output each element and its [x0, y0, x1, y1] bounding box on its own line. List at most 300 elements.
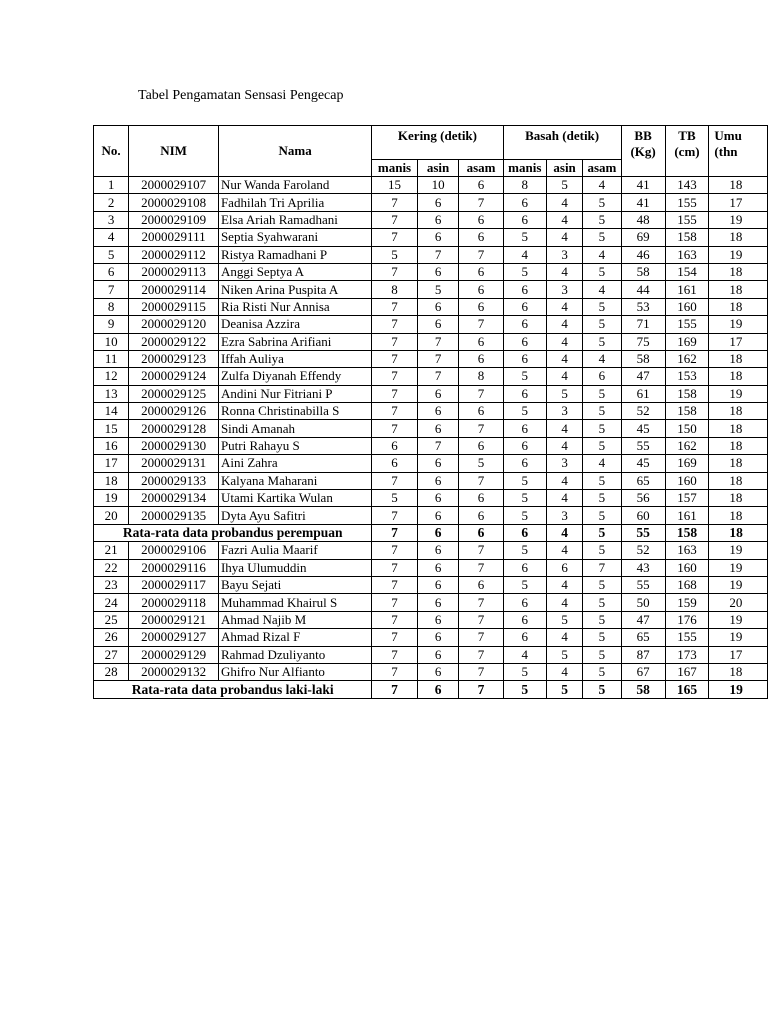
cell-nama: Ihya Ulumuddin — [218, 559, 371, 576]
cell-bb: 55 — [621, 576, 665, 593]
observation-table — [93, 125, 768, 699]
cell-bb: 53 — [621, 298, 665, 315]
cell-kering-asam: 5 — [459, 455, 503, 472]
cell-nama: Bayu Sejati — [218, 576, 371, 593]
cell-umur: 18 — [709, 663, 768, 680]
cell-bb: 52 — [621, 403, 665, 420]
cell-no: 23 — [94, 576, 129, 593]
cell-kering-manis: 5 — [372, 490, 417, 507]
cell-nim: 2000029123 — [129, 350, 219, 367]
cell-kering-manis: 7 — [372, 594, 417, 611]
header-bb — [621, 126, 665, 177]
cell-nim: 2000029122 — [129, 333, 219, 350]
cell-basah-asin: 4 — [547, 333, 583, 350]
average-basah-manis: 6 — [503, 524, 546, 541]
cell-nama: Fadhilah Tri Aprilia — [218, 194, 371, 211]
cell-kering-manis: 7 — [372, 333, 417, 350]
average-kering-asin: 6 — [417, 524, 459, 541]
male-average-row — [94, 681, 768, 698]
cell-umur: 18 — [709, 437, 768, 454]
cell-basah-asin: 4 — [547, 316, 583, 333]
cell-kering-manis: 6 — [372, 455, 417, 472]
cell-nim: 2000029106 — [129, 542, 219, 559]
header-bb-line1: BB — [634, 128, 652, 143]
cell-kering-manis: 7 — [372, 611, 417, 628]
cell-nama: Rahmad Dzuliyanto — [218, 646, 371, 663]
cell-no: 26 — [94, 629, 129, 646]
cell-basah-manis: 6 — [503, 629, 546, 646]
table-row — [94, 490, 768, 507]
cell-umur: 18 — [709, 281, 768, 298]
cell-basah-asam: 5 — [583, 437, 621, 454]
cell-no: 10 — [94, 333, 129, 350]
cell-nim: 2000029133 — [129, 472, 219, 489]
cell-tb: 168 — [665, 576, 709, 593]
cell-basah-manis: 6 — [503, 594, 546, 611]
table-row — [94, 298, 768, 315]
cell-tb: 176 — [665, 611, 709, 628]
cell-basah-asin: 5 — [547, 385, 583, 402]
cell-basah-asin: 4 — [547, 420, 583, 437]
table-row — [94, 559, 768, 576]
cell-tb: 158 — [665, 385, 709, 402]
cell-bb: 69 — [621, 229, 665, 246]
cell-kering-asam: 7 — [459, 420, 503, 437]
cell-kering-asin: 6 — [417, 385, 459, 402]
cell-kering-manis: 7 — [372, 194, 417, 211]
cell-kering-asam: 6 — [459, 211, 503, 228]
cell-kering-manis: 7 — [372, 298, 417, 315]
subheader-basah-asam: asam — [583, 160, 621, 177]
cell-basah-manis: 5 — [503, 403, 546, 420]
cell-basah-asin: 4 — [547, 542, 583, 559]
cell-kering-manis: 7 — [372, 559, 417, 576]
cell-no: 5 — [94, 246, 129, 263]
cell-kering-manis: 7 — [372, 229, 417, 246]
header-bb-line2: (Kg) — [630, 144, 656, 159]
cell-basah-asam: 5 — [583, 316, 621, 333]
cell-kering-asin: 6 — [417, 455, 459, 472]
cell-nim: 2000029126 — [129, 403, 219, 420]
cell-kering-asam: 6 — [459, 403, 503, 420]
cell-nim: 2000029115 — [129, 298, 219, 315]
cell-umur: 18 — [709, 420, 768, 437]
average-label: Rata-rata data probandus laki-laki — [94, 681, 372, 698]
average-label: Rata-rata data probandus perempuan — [94, 524, 372, 541]
cell-tb: 167 — [665, 663, 709, 680]
table-row — [94, 472, 768, 489]
header-umur-line1: Umu — [714, 128, 742, 143]
cell-kering-asin: 7 — [417, 437, 459, 454]
cell-umur: 18 — [709, 403, 768, 420]
cell-tb: 162 — [665, 437, 709, 454]
cell-umur: 18 — [709, 507, 768, 524]
cell-no: 21 — [94, 542, 129, 559]
cell-tb: 153 — [665, 368, 709, 385]
cell-kering-manis: 7 — [372, 542, 417, 559]
cell-bb: 58 — [621, 350, 665, 367]
cell-basah-asin: 3 — [547, 246, 583, 263]
cell-kering-asin: 7 — [417, 246, 459, 263]
cell-basah-asam: 4 — [583, 177, 621, 194]
cell-nama: Dyta Ayu Safitri — [218, 507, 371, 524]
table-row — [94, 629, 768, 646]
cell-nim: 2000029121 — [129, 611, 219, 628]
cell-nama: Kalyana Maharani — [218, 472, 371, 489]
cell-umur: 18 — [709, 350, 768, 367]
cell-kering-manis: 7 — [372, 350, 417, 367]
cell-tb: 163 — [665, 246, 709, 263]
cell-basah-manis: 5 — [503, 368, 546, 385]
cell-no: 14 — [94, 403, 129, 420]
cell-basah-asin: 6 — [547, 559, 583, 576]
cell-basah-asam: 5 — [583, 472, 621, 489]
cell-kering-asin: 6 — [417, 594, 459, 611]
cell-no: 16 — [94, 437, 129, 454]
observation-table-wrapper — [93, 125, 768, 699]
cell-kering-asam: 7 — [459, 646, 503, 663]
cell-kering-manis: 7 — [372, 507, 417, 524]
cell-basah-asam: 5 — [583, 194, 621, 211]
cell-basah-asam: 4 — [583, 281, 621, 298]
cell-nama: Ahmad Rizal F — [218, 629, 371, 646]
average-tb: 165 — [665, 681, 709, 698]
cell-nama: Fazri Aulia Maarif — [218, 542, 371, 559]
average-basah-manis: 5 — [503, 681, 546, 698]
cell-bb: 50 — [621, 594, 665, 611]
cell-nama: Sindi Amanah — [218, 420, 371, 437]
cell-bb: 61 — [621, 385, 665, 402]
cell-tb: 155 — [665, 629, 709, 646]
cell-no: 17 — [94, 455, 129, 472]
cell-nim: 2000029107 — [129, 177, 219, 194]
cell-basah-manis: 5 — [503, 472, 546, 489]
cell-nim: 2000029116 — [129, 559, 219, 576]
cell-kering-manis: 7 — [372, 646, 417, 663]
cell-umur: 17 — [709, 333, 768, 350]
cell-basah-asin: 4 — [547, 629, 583, 646]
cell-basah-manis: 6 — [503, 437, 546, 454]
cell-no: 22 — [94, 559, 129, 576]
cell-kering-manis: 7 — [372, 368, 417, 385]
cell-basah-asam: 5 — [583, 629, 621, 646]
cell-basah-asin: 4 — [547, 194, 583, 211]
cell-basah-asin: 5 — [547, 646, 583, 663]
cell-basah-asin: 5 — [547, 177, 583, 194]
cell-tb: 160 — [665, 472, 709, 489]
cell-tb: 143 — [665, 177, 709, 194]
cell-nama: Ristya Ramadhani P — [218, 246, 371, 263]
cell-kering-asin: 7 — [417, 350, 459, 367]
cell-no: 7 — [94, 281, 129, 298]
cell-tb: 150 — [665, 420, 709, 437]
cell-kering-asam: 7 — [459, 542, 503, 559]
table-header — [94, 126, 768, 177]
cell-tb: 163 — [665, 542, 709, 559]
cell-basah-manis: 6 — [503, 420, 546, 437]
cell-nim: 2000029118 — [129, 594, 219, 611]
cell-basah-asin: 4 — [547, 368, 583, 385]
cell-umur: 18 — [709, 455, 768, 472]
cell-basah-manis: 4 — [503, 246, 546, 263]
cell-nim: 2000029129 — [129, 646, 219, 663]
cell-kering-asin: 6 — [417, 298, 459, 315]
cell-bb: 41 — [621, 194, 665, 211]
cell-tb: 173 — [665, 646, 709, 663]
cell-tb: 158 — [665, 403, 709, 420]
cell-nim: 2000029135 — [129, 507, 219, 524]
cell-kering-asam: 6 — [459, 576, 503, 593]
cell-basah-manis: 8 — [503, 177, 546, 194]
cell-basah-asam: 5 — [583, 611, 621, 628]
cell-kering-asin: 6 — [417, 559, 459, 576]
cell-kering-asin: 6 — [417, 646, 459, 663]
cell-kering-asin: 6 — [417, 576, 459, 593]
cell-bb: 43 — [621, 559, 665, 576]
cell-no: 27 — [94, 646, 129, 663]
cell-no: 12 — [94, 368, 129, 385]
cell-basah-asam: 5 — [583, 333, 621, 350]
cell-nim: 2000029130 — [129, 437, 219, 454]
cell-kering-asin: 6 — [417, 611, 459, 628]
cell-nim: 2000029128 — [129, 420, 219, 437]
cell-no: 15 — [94, 420, 129, 437]
cell-kering-manis: 15 — [372, 177, 417, 194]
cell-kering-asam: 8 — [459, 368, 503, 385]
cell-kering-asam: 7 — [459, 559, 503, 576]
cell-kering-asam: 6 — [459, 281, 503, 298]
cell-basah-manis: 5 — [503, 263, 546, 280]
cell-bb: 67 — [621, 663, 665, 680]
cell-kering-asin: 6 — [417, 542, 459, 559]
cell-kering-manis: 7 — [372, 403, 417, 420]
table-row — [94, 594, 768, 611]
cell-no: 24 — [94, 594, 129, 611]
cell-basah-manis: 5 — [503, 507, 546, 524]
cell-basah-manis: 6 — [503, 281, 546, 298]
cell-no: 19 — [94, 490, 129, 507]
cell-bb: 52 — [621, 542, 665, 559]
cell-nim: 2000029113 — [129, 263, 219, 280]
cell-basah-asin: 4 — [547, 263, 583, 280]
cell-nim: 2000029108 — [129, 194, 219, 211]
cell-tb: 169 — [665, 333, 709, 350]
female-average-row — [94, 524, 768, 541]
cell-nama: Nur Wanda Faroland — [218, 177, 371, 194]
cell-tb: 159 — [665, 594, 709, 611]
cell-no: 6 — [94, 263, 129, 280]
cell-kering-asam: 6 — [459, 350, 503, 367]
cell-kering-asin: 7 — [417, 368, 459, 385]
table-row — [94, 646, 768, 663]
cell-umur: 19 — [709, 316, 768, 333]
cell-bb: 45 — [621, 455, 665, 472]
cell-bb: 55 — [621, 437, 665, 454]
cell-bb: 56 — [621, 490, 665, 507]
average-kering-manis: 7 — [372, 681, 417, 698]
cell-bb: 87 — [621, 646, 665, 663]
cell-nama: Deanisa Azzira — [218, 316, 371, 333]
cell-nim: 2000029109 — [129, 211, 219, 228]
cell-kering-manis: 5 — [372, 246, 417, 263]
cell-basah-manis: 6 — [503, 316, 546, 333]
table-row — [94, 403, 768, 420]
cell-nama: Ezra Sabrina Arifiani — [218, 333, 371, 350]
cell-tb: 161 — [665, 281, 709, 298]
table-row — [94, 507, 768, 524]
cell-nama: Ahmad Najib M — [218, 611, 371, 628]
average-tb: 158 — [665, 524, 709, 541]
cell-nama: Utami Kartika Wulan — [218, 490, 371, 507]
cell-basah-manis: 6 — [503, 194, 546, 211]
cell-umur: 19 — [709, 629, 768, 646]
header-nama: Nama — [218, 126, 371, 177]
cell-no: 3 — [94, 211, 129, 228]
cell-kering-asam: 7 — [459, 316, 503, 333]
cell-bb: 47 — [621, 611, 665, 628]
cell-nim: 2000029120 — [129, 316, 219, 333]
cell-nama: Putri Rahayu S — [218, 437, 371, 454]
cell-bb: 75 — [621, 333, 665, 350]
cell-basah-asin: 4 — [547, 576, 583, 593]
cell-umur: 19 — [709, 611, 768, 628]
cell-basah-asam: 5 — [583, 542, 621, 559]
cell-umur: 18 — [709, 229, 768, 246]
cell-umur: 20 — [709, 594, 768, 611]
table-row — [94, 194, 768, 211]
cell-bb: 48 — [621, 211, 665, 228]
cell-kering-asam: 6 — [459, 507, 503, 524]
cell-tb: 155 — [665, 194, 709, 211]
cell-basah-asin: 3 — [547, 403, 583, 420]
cell-basah-asin: 4 — [547, 663, 583, 680]
cell-kering-asin: 6 — [417, 263, 459, 280]
table-title: Tabel Pengamatan Sensasi Pengecap — [138, 88, 344, 103]
cell-kering-asam: 6 — [459, 263, 503, 280]
cell-umur: 18 — [709, 368, 768, 385]
cell-kering-asin: 6 — [417, 663, 459, 680]
cell-nama: Muhammad Khairul S — [218, 594, 371, 611]
cell-umur: 19 — [709, 559, 768, 576]
cell-bb: 47 — [621, 368, 665, 385]
cell-bb: 45 — [621, 420, 665, 437]
cell-basah-manis: 6 — [503, 333, 546, 350]
cell-no: 4 — [94, 229, 129, 246]
average-bb: 58 — [621, 681, 665, 698]
average-kering-manis: 7 — [372, 524, 417, 541]
table-row — [94, 177, 768, 194]
cell-tb: 160 — [665, 559, 709, 576]
table-row — [94, 576, 768, 593]
cell-kering-manis: 7 — [372, 263, 417, 280]
average-kering-asam: 7 — [459, 681, 503, 698]
cell-kering-asin: 6 — [417, 472, 459, 489]
cell-basah-asam: 5 — [583, 263, 621, 280]
header-nim: NIM — [129, 126, 219, 177]
cell-umur: 19 — [709, 246, 768, 263]
cell-umur: 19 — [709, 576, 768, 593]
cell-bb: 41 — [621, 177, 665, 194]
cell-basah-asin: 4 — [547, 298, 583, 315]
table-row — [94, 437, 768, 454]
cell-kering-asam: 7 — [459, 663, 503, 680]
average-basah-asam: 5 — [583, 524, 621, 541]
cell-kering-asin: 6 — [417, 211, 459, 228]
cell-basah-asam: 4 — [583, 350, 621, 367]
average-kering-asin: 6 — [417, 681, 459, 698]
cell-kering-manis: 7 — [372, 316, 417, 333]
cell-kering-asin: 6 — [417, 629, 459, 646]
cell-basah-asam: 5 — [583, 490, 621, 507]
cell-basah-asam: 5 — [583, 663, 621, 680]
cell-tb: 160 — [665, 298, 709, 315]
cell-bb: 44 — [621, 281, 665, 298]
cell-kering-asin: 10 — [417, 177, 459, 194]
header-umur — [709, 126, 768, 177]
header-basah: Basah (detik) — [503, 126, 621, 160]
average-basah-asin: 4 — [547, 524, 583, 541]
cell-basah-asam: 5 — [583, 576, 621, 593]
cell-tb: 169 — [665, 455, 709, 472]
header-tb-line1: TB — [678, 128, 696, 143]
cell-tb: 155 — [665, 316, 709, 333]
average-basah-asin: 5 — [547, 681, 583, 698]
cell-nama: Zulfa Diyanah Effendy — [218, 368, 371, 385]
cell-no: 2 — [94, 194, 129, 211]
cell-basah-asam: 5 — [583, 403, 621, 420]
average-umur: 19 — [709, 681, 768, 698]
cell-no: 11 — [94, 350, 129, 367]
cell-nama: Andini Nur Fitriani P — [218, 385, 371, 402]
cell-umur: 19 — [709, 385, 768, 402]
cell-umur: 17 — [709, 194, 768, 211]
average-kering-asam: 6 — [459, 524, 503, 541]
cell-nama: Anggi Septya A — [218, 263, 371, 280]
cell-kering-asin: 6 — [417, 194, 459, 211]
cell-tb: 162 — [665, 350, 709, 367]
cell-basah-asam: 5 — [583, 420, 621, 437]
table-row — [94, 316, 768, 333]
header-umur-line2: (thn — [714, 144, 738, 159]
cell-basah-asam: 5 — [583, 229, 621, 246]
cell-kering-asam: 7 — [459, 385, 503, 402]
cell-kering-manis: 6 — [372, 437, 417, 454]
header-tb-line2: (cm) — [674, 144, 700, 159]
average-basah-asam: 5 — [583, 681, 621, 698]
cell-nim: 2000029132 — [129, 663, 219, 680]
cell-basah-asam: 4 — [583, 246, 621, 263]
cell-basah-manis: 4 — [503, 646, 546, 663]
cell-basah-asin: 4 — [547, 490, 583, 507]
cell-basah-asin: 4 — [547, 594, 583, 611]
cell-nim: 2000029131 — [129, 455, 219, 472]
cell-nim: 2000029112 — [129, 246, 219, 263]
table-row — [94, 663, 768, 680]
cell-tb: 154 — [665, 263, 709, 280]
cell-basah-asam: 5 — [583, 385, 621, 402]
cell-kering-asam: 7 — [459, 472, 503, 489]
cell-bb: 71 — [621, 316, 665, 333]
header-tb — [665, 126, 709, 177]
cell-tb: 157 — [665, 490, 709, 507]
cell-nama: Elsa Ariah Ramadhani — [218, 211, 371, 228]
cell-kering-asam: 6 — [459, 333, 503, 350]
table-row — [94, 263, 768, 280]
table-row — [94, 611, 768, 628]
cell-basah-asin: 4 — [547, 437, 583, 454]
cell-umur: 19 — [709, 542, 768, 559]
subheader-kering-asam: asam — [459, 160, 503, 177]
